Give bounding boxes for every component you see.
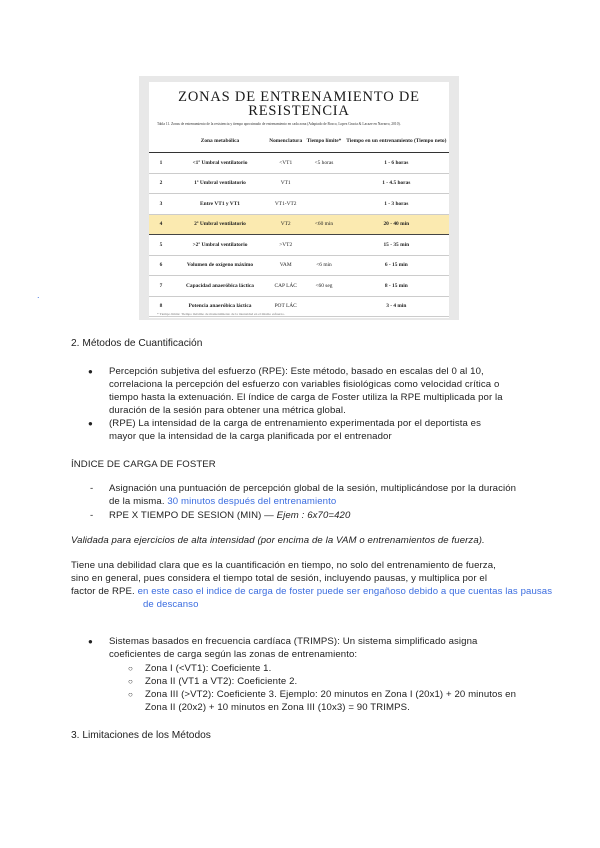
bullet: ● (88, 637, 93, 646)
text-line (109, 495, 516, 508)
table-cell (304, 194, 343, 215)
table-cell: <60 seg (304, 276, 343, 297)
table-cell: 20 - 40 min (344, 214, 449, 235)
text-line: Tiene una debilidad clara que es la cuantificación en tiempo, no solo del entrenamiento de fuerza, (71, 560, 496, 571)
zone-item-continuation: Zona II (20x2) + 10 minutos en Zona III (10x3) = 90 TRIMPS. (145, 702, 410, 713)
table-cell: 8 - 15 min (344, 276, 449, 297)
table-cell: >VT2 (267, 235, 304, 256)
bullet: ● (88, 419, 93, 428)
table-cell: 7 (149, 276, 173, 297)
text-line: Percepción subjetiva del esfuerzo (RPE): Este método, basado en escalas del 0 al 10, (109, 366, 484, 377)
table-cell: CAP LÁC (267, 276, 304, 297)
comment-note: de descanso (143, 599, 199, 610)
table-cell (304, 235, 343, 256)
table-cell: Volumen de oxígeno máximo (173, 255, 267, 276)
foster-formula (109, 509, 350, 522)
zone-item: Zona II (VT1 a VT2): Coeficiente 2. (145, 676, 298, 687)
table-header: Zona metabólica (173, 130, 267, 153)
rpe-paragraph (109, 365, 503, 417)
table-cell: <60 min (304, 214, 343, 235)
validated-text: Validada para ejercicios de alta intensidad (por encima de la VAM o entrenamientos de fuerza). (71, 535, 485, 546)
text-line: tiempo hasta la extenuación. El índice de carga de Foster utiliza la RPE multiplicada por la (109, 392, 503, 403)
zones-table (149, 130, 449, 317)
text-line: factor de RPE. (71, 586, 135, 597)
zones-table-figure (149, 82, 449, 318)
table-cell: 1 - 3 horas (344, 194, 449, 215)
table-cell: <6 min (304, 255, 343, 276)
section-2-title: 2. Métodos de Cuantificación (71, 338, 203, 349)
bullet: ● (88, 367, 93, 376)
table-row (149, 153, 449, 174)
table-cell: 6 (149, 255, 173, 276)
dash: - (90, 483, 94, 494)
comment-note: 30 minutos después del entrenamiento (167, 496, 337, 507)
table-cell: 1 - 6 horas (344, 153, 449, 174)
table-row (149, 276, 449, 297)
table-cell: 3 - 4 min (344, 296, 449, 317)
circle-bullet: ○ (128, 690, 133, 699)
formula-text: RPE X TIEMPO DE SESION (MIN) — (109, 510, 274, 521)
section-3-title: 3. Limitaciones de los Métodos (71, 730, 211, 741)
text-line: correlaciona la percepción del esfuerzo con variables fisiológicas como velocidad crítica o (109, 379, 500, 390)
text-line: Asignación una puntuación de percepción global de la sesión, multiplicándose por la duración (109, 483, 517, 494)
table-cell: 2º Umbral ventilatorio (173, 214, 267, 235)
zones-table-image (139, 76, 459, 320)
circle-bullet: ○ (128, 664, 133, 673)
table-cell: VT2 (267, 214, 304, 235)
table-header: Nomenclatura (267, 130, 304, 153)
text-line: (RPE) La intensidad de la carga de entrenamiento experimentada por el deportista es (109, 418, 482, 429)
table-cell: 1 - 4.5 horas (344, 173, 449, 194)
figure-footer: * Tiempo límite: Tiempo máximo de mantenimiento de la intensidad en el mismo esfuerzo. (157, 312, 285, 316)
table-row (149, 194, 449, 215)
table-cell: VAM (267, 255, 304, 276)
trimps-paragraph (109, 635, 477, 661)
table-cell: Potencia anaeróbica láctica (173, 296, 267, 317)
table-row (149, 214, 449, 235)
formula-example: Ejem : 6x70=420 (276, 510, 351, 521)
comment-note: en este caso el indice de carga de foster puede ser engañoso debido a que cuentas las pausas (137, 586, 553, 597)
figure-title-line2: RESISTENCIA (248, 103, 350, 119)
table-row (149, 255, 449, 276)
table-cell: VT1-VT2 (267, 194, 304, 215)
table-header: Tiempo en un entrenamiento (Tiempo neto) (344, 130, 449, 153)
table-cell: <5 horas (304, 153, 343, 174)
table-cell: <1º Umbral ventilatorio (173, 153, 267, 174)
zone-item: Zona I (<VT1): Coeficiente 1. (145, 663, 272, 674)
table-cell: Capacidad anaeróbica láctica (173, 276, 267, 297)
foster-title: ÍNDICE DE CARGA DE FOSTER (71, 459, 216, 470)
table-cell: 2 (149, 173, 173, 194)
stray-dot: . (37, 290, 40, 300)
zones-table-body (149, 153, 449, 317)
text-line: coeficientes de carga según las zonas de entrenamiento: (109, 649, 358, 660)
figure-caption: Tabla 11. Zonas de entrenamiento de la resistencia y tiempo aproximado de entrenamiento en cada zona (Adaptado de Bosco, Lopez Gracia & Lacaze en Navarro, 2010). (157, 122, 401, 126)
table-cell: 1º Umbral ventilatorio (173, 173, 267, 194)
table-cell: POT LÁC (267, 296, 304, 317)
table-cell: 3 (149, 194, 173, 215)
table-cell: 6 - 15 min (344, 255, 449, 276)
text-line: de la misma. (109, 496, 165, 507)
figure-title (149, 90, 449, 118)
table-cell (304, 173, 343, 194)
text-line: mayor que la intensidad de la carga planificada por el entrenador (109, 431, 392, 442)
table-cell: 8 (149, 296, 173, 317)
table-cell: >2º Umbral ventilatorio (173, 235, 267, 256)
table-header (149, 130, 173, 153)
table-cell: Entre VT1 y VT1 (173, 194, 267, 215)
rpe-note-paragraph (109, 417, 481, 443)
table-header-row (149, 130, 449, 153)
text-line: duración de la sesión para obtener una métrica global. (109, 405, 346, 416)
circle-bullet: ○ (128, 677, 133, 686)
table-header: Tiempo límite* (304, 130, 343, 153)
table-cell: VT1 (267, 173, 304, 194)
text-line: Sistemas basados en frecuencia cardíaca (TRIMPS): Un sistema simplificado asigna (109, 636, 478, 647)
table-cell: 15 - 35 min (344, 235, 449, 256)
table-row (149, 173, 449, 194)
table-cell: 5 (149, 235, 173, 256)
table-cell: 4 (149, 214, 173, 235)
table-row (149, 235, 449, 256)
foster-definition (109, 482, 516, 508)
dash: - (90, 510, 94, 521)
table-cell: 1 (149, 153, 173, 174)
figure-title-line1: ZONAS DE ENTRENAMIENTO DE (178, 89, 420, 105)
text-line: sino en general, pues considera el tiempo total de sesión, incluyendo pausas, y multiplica por el (71, 573, 488, 584)
table-cell: <VT1 (267, 153, 304, 174)
weakness-paragraph (71, 559, 552, 598)
text-line (71, 585, 552, 598)
zone-item: Zona III (>VT2): Coeficiente 3. Ejemplo: 20 minutos en Zona I (20x1) + 20 minutos en (145, 689, 517, 700)
